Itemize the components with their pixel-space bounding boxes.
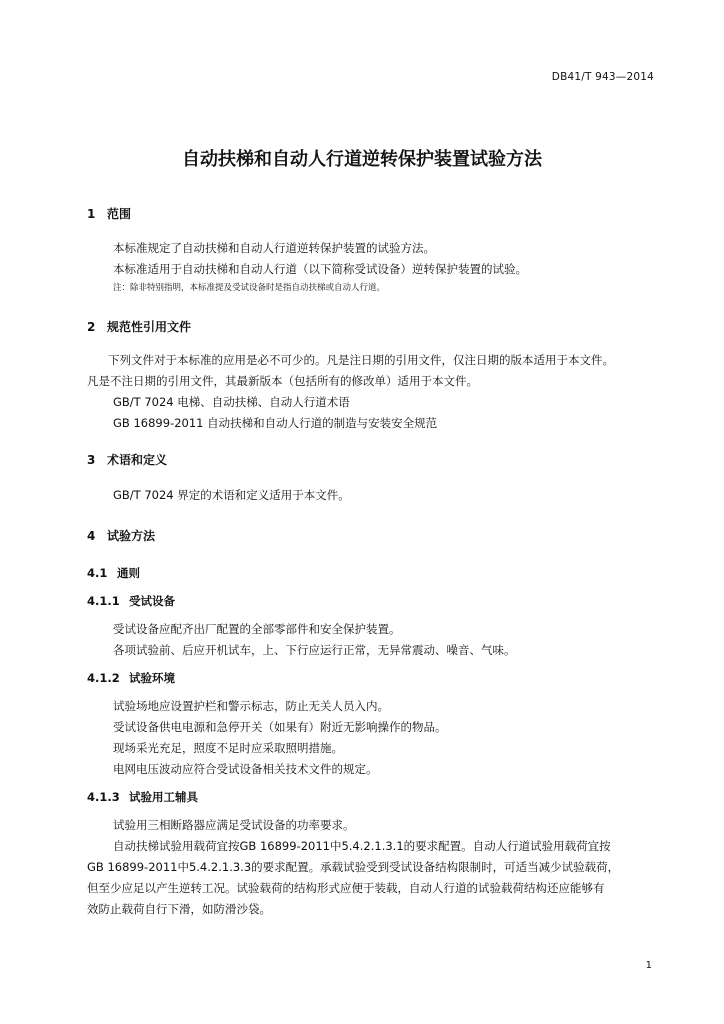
section-number: 4.1 [87, 566, 108, 580]
section-number: 2 [87, 320, 96, 334]
section-title: 试验用工辅具 [129, 790, 198, 804]
paragraph: 受试设备供电电源和急停开关（如果有）附近无影响操作的物品。 [113, 720, 447, 734]
subsection-4-1-1-heading [87, 593, 175, 609]
paragraph: 各项试验前、后应开机试车，上、下行应运行正常，无异常震动、噪音、气味。 [113, 643, 516, 657]
reference-item: GB 16899-2011 自动扶梯和自动人行道的制造与安装安全规范 [113, 416, 438, 430]
section-title: 规范性引用文件 [107, 320, 192, 334]
section-title: 通则 [117, 566, 140, 580]
page-number: 1 [645, 960, 652, 971]
paragraph: 试验场地应设置护栏和警示标志，防止无关人员入内。 [113, 699, 389, 713]
paragraph: 但至少应足以产生逆转工况。试验载荷的结构形式应便于装载，自动人行道的试验载荷结构还应能够有 [87, 881, 605, 895]
document-title: 自动扶梯和自动人行道逆转保护装置试验方法 [182, 149, 542, 170]
paragraph: 试验用三相断路器应满足受试设备的功率要求。 [113, 818, 355, 832]
paragraph: 受试设备应配齐出厂配置的全部零部件和安全保护装置。 [113, 622, 401, 636]
section-3-heading [87, 451, 167, 468]
section-title: 试验环境 [129, 671, 175, 685]
section-number: 3 [87, 453, 96, 467]
paragraph: 凡是不注日期的引用文件，其最新版本（包括所有的修改单）适用于本文件。 [87, 374, 478, 388]
section-4-heading [87, 527, 155, 544]
subsection-4-1-3-heading [87, 789, 198, 805]
subsection-4-1-heading [87, 565, 140, 581]
section-number: 4.1.3 [87, 790, 120, 804]
section-title: 范围 [107, 207, 132, 221]
paragraph: GB 16899-2011中5.4.2.1.3.3的要求配置。承载试验受到受试设备结构限制时，可适当减少试验载荷， [87, 860, 620, 874]
paragraph: 自动扶梯试验用载荷宜按GB 16899-2011中5.4.2.1.3.1的要求配置。自动人行道试验用载荷宜按 [113, 839, 611, 853]
paragraph: 本标准规定了自动扶梯和自动人行道逆转保护装置的试验方法。 [113, 241, 435, 255]
paragraph: 效防止载荷自行下滑，如防滑沙袋。 [87, 902, 271, 916]
subsection-4-1-2-heading [87, 670, 175, 686]
reference-item: GB/T 7024 电梯、自动扶梯、自动人行道术语 [113, 395, 350, 409]
section-title: 术语和定义 [107, 453, 168, 467]
section-number: 4.1.2 [87, 671, 120, 685]
section-2-heading [87, 318, 191, 335]
doc-code: DB41/T 943—2014 [551, 71, 654, 83]
section-title: 受试设备 [129, 594, 175, 608]
paragraph: 下列文件对于本标准的应用是必不可少的。凡是注日期的引用文件，仅注日期的版本适用于本文件。 [108, 353, 614, 367]
note: 注：除非特别指明，本标准提及受试设备时是指自动扶梯或自动人行道。 [113, 283, 386, 293]
section-number: 4.1.1 [87, 594, 120, 608]
section-number: 1 [87, 207, 96, 221]
section-title: 试验方法 [107, 529, 156, 543]
paragraph: 电网电压波动应符合受试设备相关技术文件的规定。 [113, 762, 378, 776]
paragraph: 本标准适用于自动扶梯和自动人行道（以下简称受试设备）逆转保护装置的试验。 [113, 262, 527, 276]
paragraph: 现场采光充足，照度不足时应采取照明措施。 [113, 741, 343, 755]
paragraph: GB/T 7024 界定的术语和定义适用于本文件。 [113, 488, 350, 502]
section-1-heading [87, 205, 131, 222]
section-number: 4 [87, 529, 96, 543]
